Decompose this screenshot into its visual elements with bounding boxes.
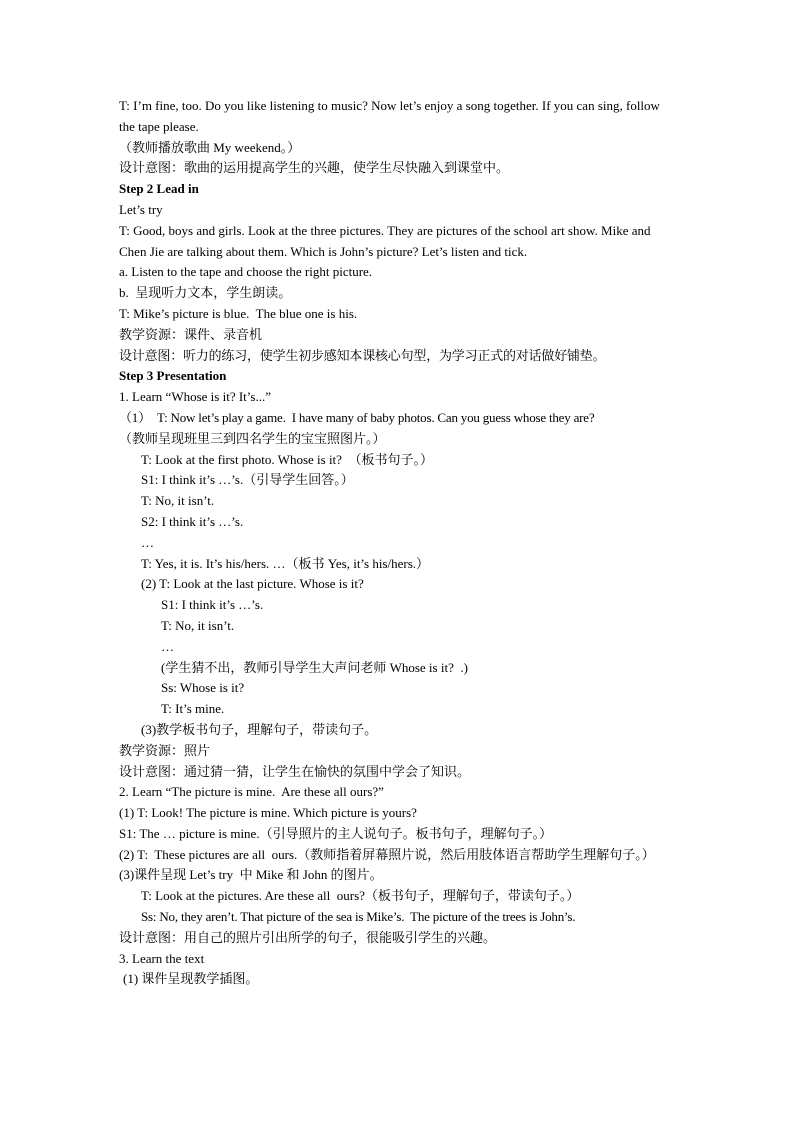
text-line-resources-2: 教学资源：照片: [119, 742, 211, 758]
text-line-design-intent-1: 设计意图：歌曲的运用提高学生的兴趣，使学生尽快融入到课堂中。: [119, 160, 510, 176]
text-line-s1-answer: S1: I think it’s …’s.（引导学生回答。）: [141, 472, 354, 488]
text-line-board-step: (3)教学板书句子，理解句子，带读句子。: [141, 721, 378, 737]
text-line-show-illustration: (1) 课件呈现教学插图。: [123, 971, 259, 987]
text-line-look-pictures: T: Look at the pictures. Are these all ours?（板书句子，理解句子，带读句子。）: [141, 888, 580, 904]
text-line-ellipsis-1: …: [141, 534, 154, 550]
document-body: [119, 96, 679, 990]
text-line-resources-1: 教学资源：课件、录音机: [119, 326, 263, 342]
text-line-last-picture: (2) T: Look at the last picture. Whose is it?: [141, 576, 364, 592]
text-line-ellipsis-2: …: [161, 638, 174, 654]
text-line-step-a: a. Listen to the tape and choose the right picture.: [119, 264, 373, 280]
text-line-lets-try: Let’s try: [119, 201, 163, 217]
text-line-no-2: T: No, it isn’t.: [161, 617, 235, 633]
text-line-learn-2: 2. Learn “The picture is mine. Are these all ours?”: [119, 784, 384, 800]
text-line-no-1: T: No, it isn’t.: [141, 493, 215, 509]
text-line-photo-note: （教师呈现班里三到四名学生的宝宝照图片。）: [119, 430, 386, 446]
text-line-dialogue-2: T: Good, boys and girls. Look at the three pictures. They are pictures of the school art show. Mike and Chen Jie are talking about them. Which is John’s picture? Let’s listen and tick.: [119, 222, 654, 259]
text-line-s1-answer-2: S1: I think it’s …’s.: [161, 597, 264, 613]
text-line-all-ours: (2) T: These pictures are all ours.（教师指着屏幕照片说，然后用肢体语言帮助学生理解句子。）: [119, 846, 655, 862]
text-line-dialogue-3: T: Mike’s picture is blue. The blue one is his.: [119, 305, 358, 321]
text-line-dialogue-1: T: I’m fine, too. Do you like listening to music? Now let’s enjoy a song together. If you can sing, follow the tape please.: [119, 98, 664, 134]
text-line-step-b: b. 呈现听力文本，学生朗读。: [119, 285, 292, 301]
text-line-which-picture: (1) T: Look! The picture is mine. Which picture is yours?: [119, 805, 417, 821]
text-line-learn-1: 1. Learn “Whose is it? It’s...”: [119, 389, 271, 405]
text-line-its-mine: T: It’s mine.: [161, 701, 225, 717]
section-heading-step2: Step 2 Lead in: [119, 181, 199, 197]
text-line-design-intent-2: 设计意图：听力的练习，使学生初步感知本课核心句型，为学习正式的对话做好铺垫。: [119, 347, 606, 363]
text-line-design-intent-3: 设计意图：通过猜一猜，让学生在愉快的氛围中学会了知识。: [119, 763, 471, 779]
text-line-guess-note: (学生猜不出，教师引导学生大声问老师 Whose is it? .): [161, 659, 468, 675]
text-line-song-note: （教师播放歌曲 My weekend。）: [119, 139, 301, 155]
text-line-owner-answer: S1: The … picture is mine.（引导照片的主人说句子。板书句子，理解句子。）: [119, 825, 553, 841]
text-line-design-intent-4: 设计意图：用自己的照片引出所学的句子，很能吸引学生的兴趣。: [119, 929, 497, 945]
text-line-ss-answer: Ss: No, they aren’t. That picture of the sea is Mike’s. The picture of the trees is John’s.: [141, 909, 576, 925]
section-heading-step3: Step 3 Presentation: [119, 368, 227, 384]
text-line-game-intro: （1） T: Now let’s play a game. I have many of baby photos. Can you guess whose they are?: [119, 409, 595, 425]
text-line-learn-text: 3. Learn the text: [119, 950, 205, 966]
text-line-courseware-pictures: (3)课件呈现 Let’s try 中 Mike 和 John 的图片。: [119, 867, 383, 883]
text-line-ss-question: Ss: Whose is it?: [161, 680, 245, 696]
text-line-s2-answer: S2: I think it’s …’s.: [141, 513, 244, 529]
text-line-first-photo: T: Look at the first photo. Whose is it? （板书句子。）: [141, 451, 433, 467]
text-line-yes-answer: T: Yes, it is. It’s his/hers. …（板书 Yes, it’s his/hers.）: [141, 555, 430, 571]
